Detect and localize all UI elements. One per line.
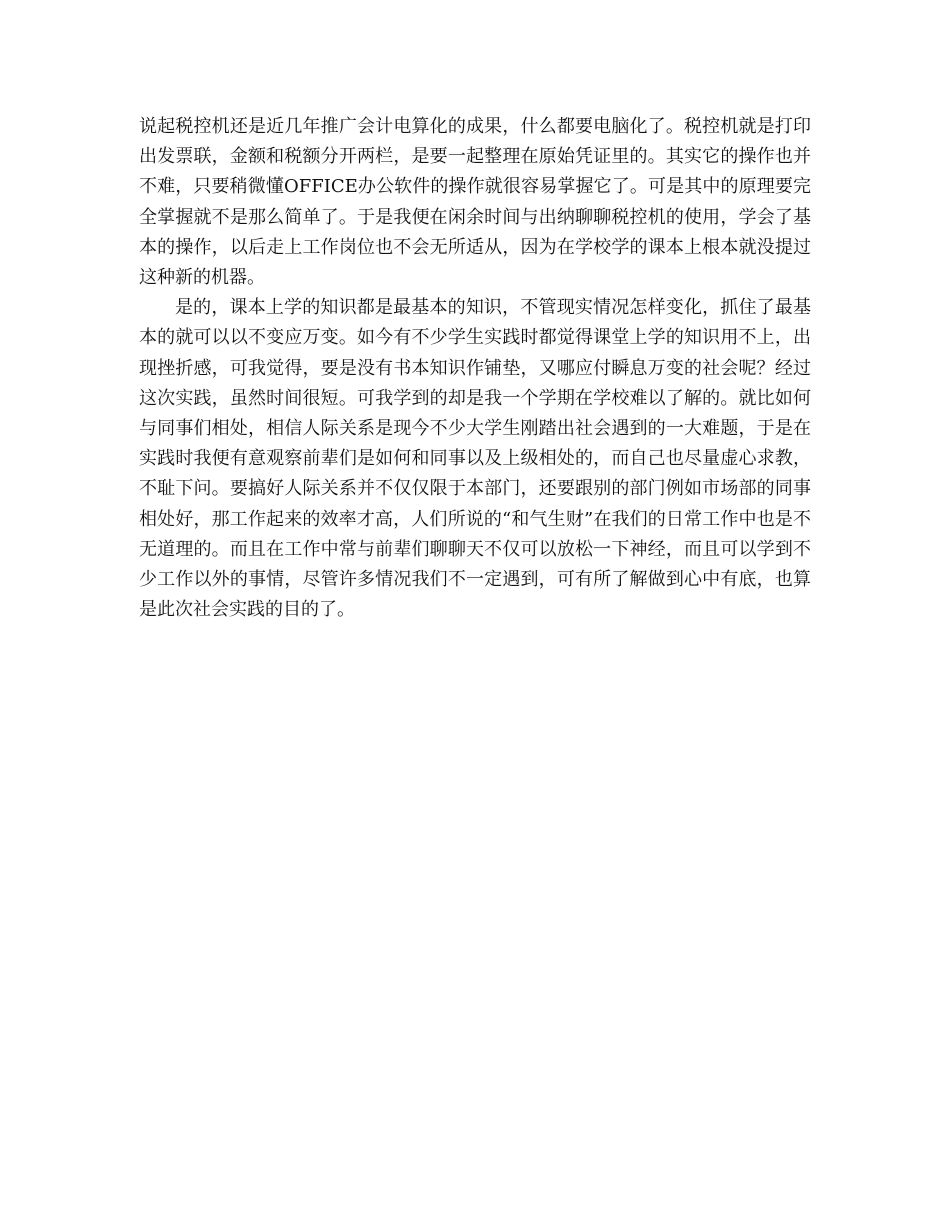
paragraph-tax-machine: 说起税控机还是近几年推广会计电算化的成果，什么都要电脑化了。税控机就是打印出发票联，金额和税额分开两栏，是要一起整理在原始凭证里的。其实它的操作也并不难，只要稍微懂OFFICE办公软件的操作就很容易掌握它了。可是其中的原理要完全掌握就不是那么简单了。于是我便在闲余时间与出纳聊聊税控机的使用，学会了基本的操作，以后走上工作岗位也不会无所适从，因为在学校学的课本上根本就没提过这种新的机器。: [139, 116, 811, 289]
paragraph-practice-reflection: 是的，课本上学的知识都是最基本的知识，不管现实情况怎样变化，抓住了最基本的就可以以不变应万变。如今有不少学生实践时都觉得课堂上学的知识用不上，出现挫折感，可我觉得，要是没有书本知识作铺垫，又哪应付瞬息万变的社会呢？经过这次实践，虽然时间很短。可我学到的却是我一个学期在学校难以了解的。就比如何与同事们相处，相信人际关系是现今不少大学生刚踏出社会遇到的一大难题，于是在实践时我便有意观察前辈们是如何和同事以及上级相处的，而自己也尽量虚心求教，不耻下问。要搞好人际关系并不仅仅限于本部门，还要跟别的部门例如市场部的同事相处好，那工作起来的效率才高，人们所说的“和气生财”在我们的日常工作中也是不无道理的。而且在工作中常与前辈们聊聊天不仅可以放松一下神经，而且可以学到不少工作以外的事情，尽管许多情况我们不一定遇到，可有所了解做到心中有底，也算是此次社会实践的目的了。: [139, 297, 811, 621]
document-body: [139, 112, 811, 625]
